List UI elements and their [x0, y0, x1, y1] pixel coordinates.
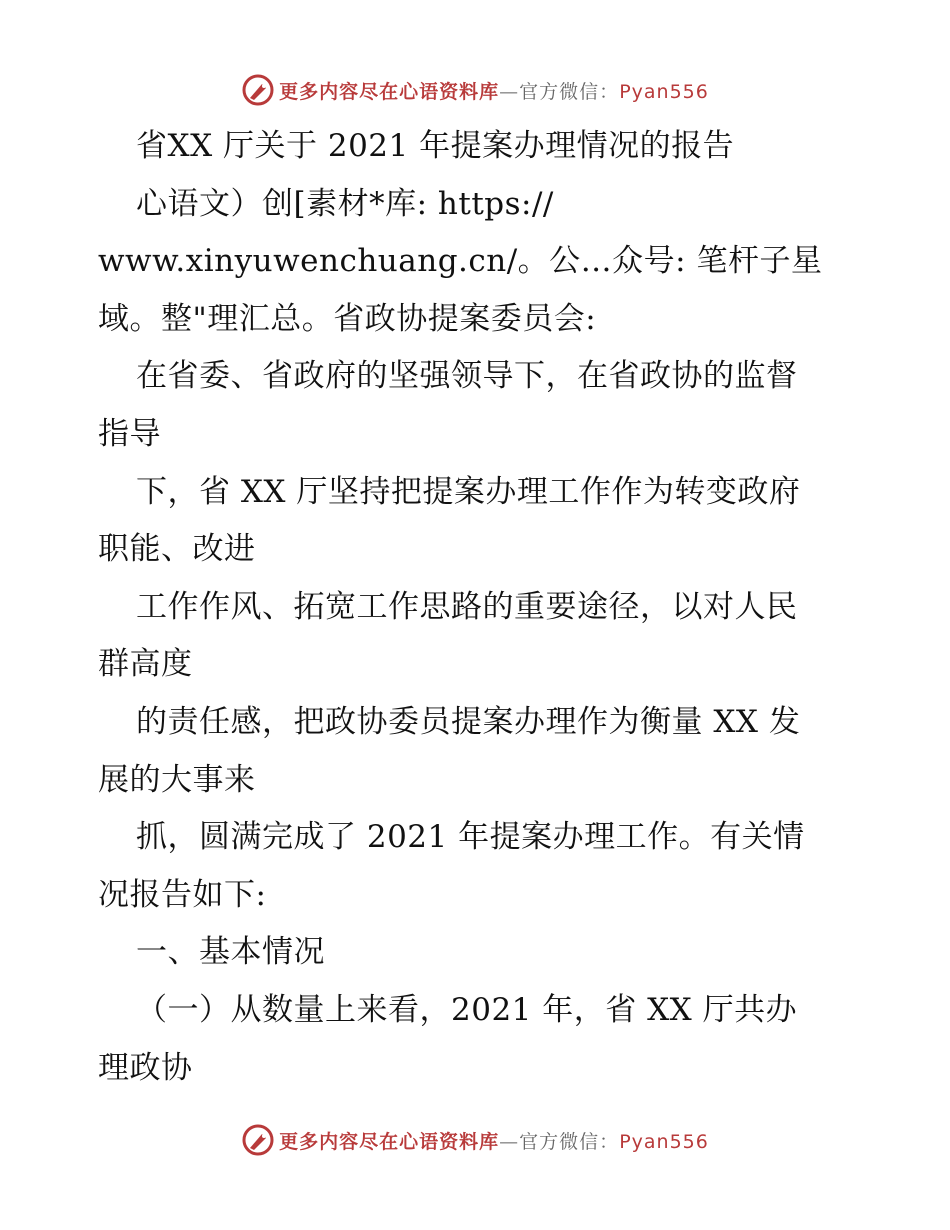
footer-banner — [0, 1120, 950, 1160]
text-line: （一）从数量上来看，2021 年，省 XX 厅共办 — [136, 991, 798, 1028]
text-line: 在省委、省政府的坚强领导下，在省政协的监督 — [136, 358, 798, 395]
text-line: 工作作风、拓宽工作思路的重要途径，以对人民 — [136, 588, 798, 625]
text-line: 抓，圆满完成了 2021 年提案办理工作。有关情 — [136, 819, 805, 856]
text-line: 理政协 — [98, 1049, 193, 1086]
text-line: 况报告如下: — [98, 876, 267, 913]
header-banner — [0, 70, 950, 110]
text-line: 域。整"理汇总。省政协提案委员会: — [98, 300, 597, 337]
banner-text: 更多内容尽在心语资料库—官方微信：Pyan556 — [279, 80, 709, 103]
text-line: 心语文）创[素材*库: https:// — [136, 185, 554, 222]
text-line: 指导 — [98, 415, 161, 452]
text-line: 下，省 XX 厅坚持把提案办理工作作为转变政府 — [136, 473, 801, 510]
text-line: 展的大事来 — [98, 761, 256, 798]
pen-nib-logo-icon — [241, 1123, 275, 1157]
text-line: 群高度 — [98, 646, 193, 683]
section-heading: 一、基本情况 — [136, 934, 325, 971]
document-title: 省XX 厅关于 2021 年提案办理情况的报告 — [136, 128, 735, 164]
text-line: 职能、改进 — [98, 531, 256, 568]
text-line: 的责任感，把政协委员提案办理作为衡量 XX 发 — [136, 703, 801, 740]
banner-text: 更多内容尽在心语资料库—官方微信：Pyan556 — [279, 1130, 709, 1153]
text-line: www.xinyuwenchuang.cn/。公…众号: 笔杆子星 — [98, 243, 823, 280]
document-body — [98, 118, 858, 1097]
pen-nib-logo-icon — [241, 73, 275, 107]
